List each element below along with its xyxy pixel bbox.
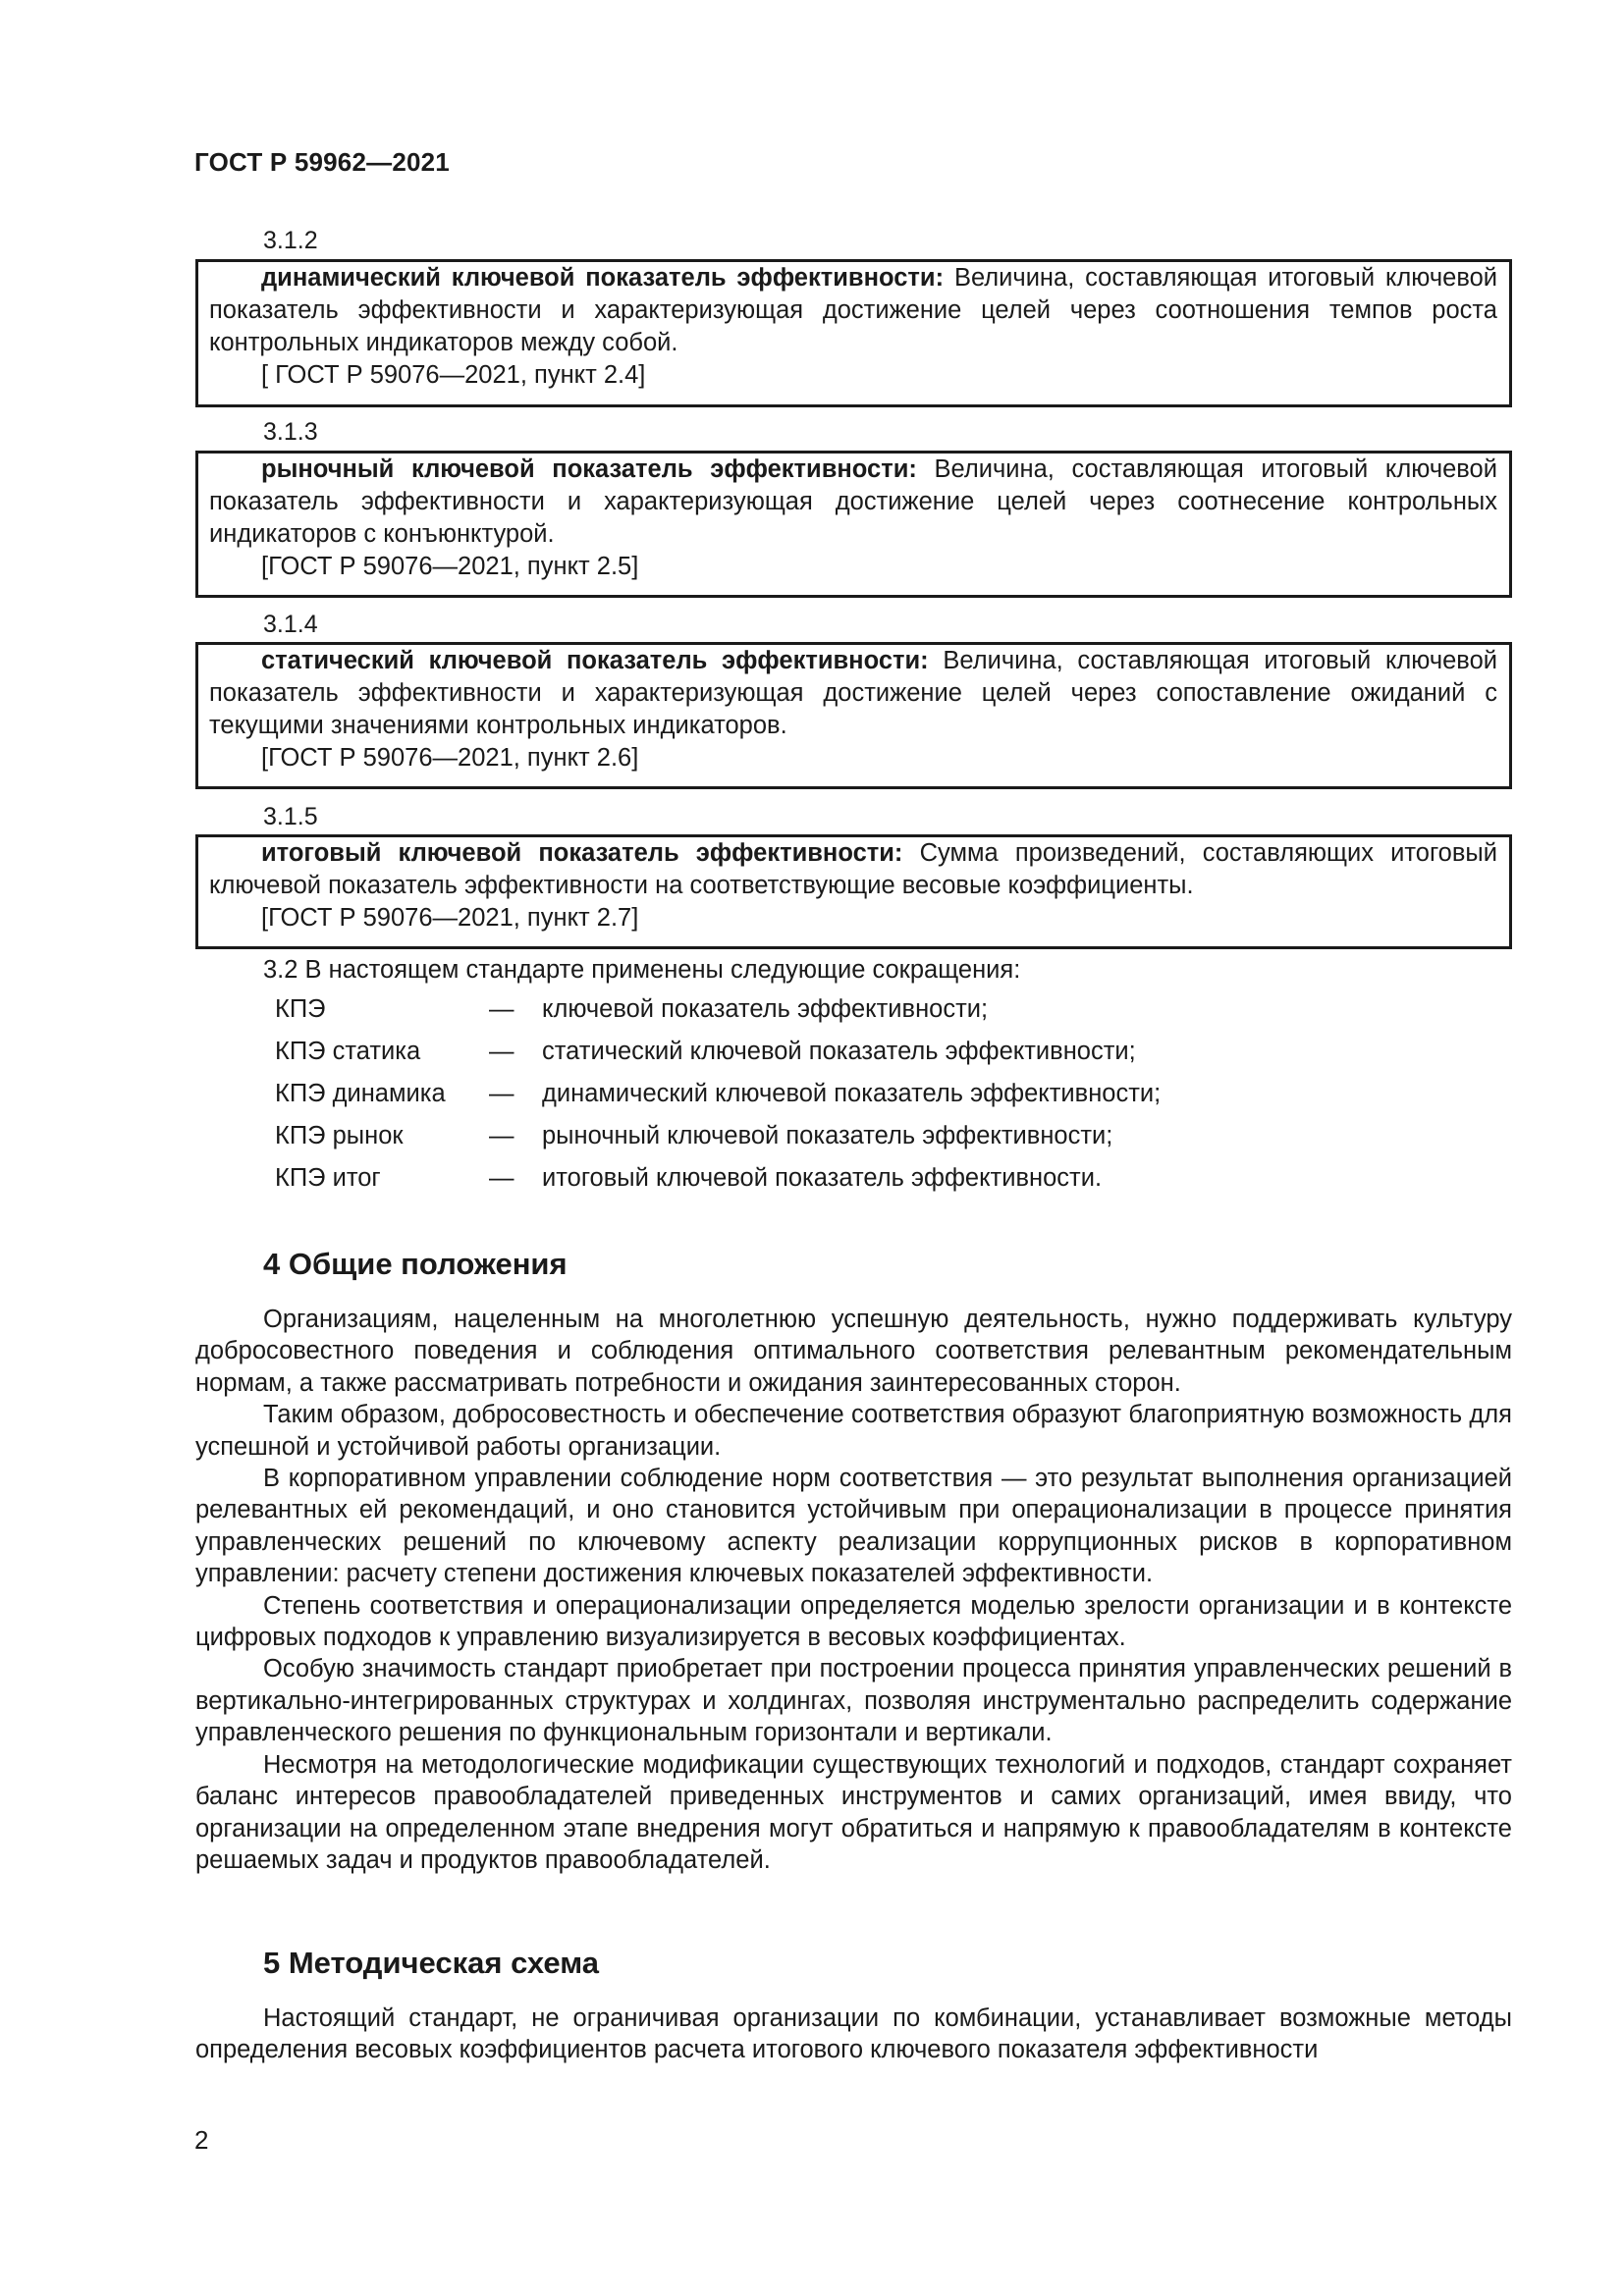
term-source: [ГОСТ Р 59076—2021, пункт 2.7]	[261, 904, 639, 932]
abbreviations-intro: 3.2 В настоящем стандарте применены следующие сокращения:	[263, 956, 1021, 984]
term-definition	[209, 454, 1497, 551]
abbreviation-dash: —	[489, 1080, 514, 1107]
term-number: 3.1.5	[263, 803, 318, 830]
document-code-header: ГОСТ Р 59962—2021	[194, 147, 450, 177]
term-source: [ ГОСТ Р 59076—2021, пункт 2.4]	[261, 361, 646, 389]
abbreviation-meaning: статический ключевой показатель эффективности;	[542, 1038, 1136, 1065]
paragraph: В корпоративном управлении соблюдение норм соответствия — это результат выполнения организацией релевантных ей рекомендаций, и оно становится устойчивым при операционализации в процессе принятия управленческих решений по ключевому аспекту реализации коррупционных рисков в корпоративном управлении: расчету степени достижения ключевых показателей эффективности.	[195, 1465, 1512, 1588]
abbreviation-dash: —	[489, 1164, 514, 1192]
abbreviation-meaning: ключевой показатель эффективности;	[542, 995, 989, 1023]
term-text: Сумма произведений, составляющих итоговый ключевой показатель эффективности на соответствующие весовые коэффициенты.	[209, 839, 1497, 899]
abbreviation-row	[275, 1037, 1161, 1079]
term-definition	[209, 645, 1497, 742]
abbreviation-row	[275, 1121, 1161, 1163]
term-definition-box	[195, 834, 1512, 949]
abbreviations-table	[275, 994, 1161, 1205]
abbreviation-row	[275, 1163, 1161, 1205]
paragraph: Особую значимость стандарт приобретает при построении процесса принятия управленческих решений в вертикально-интегрированных структурах и холдингах, позволяя инструментально распределить содержание управленческого решения по функциональным горизонтали и вертикали.	[195, 1655, 1512, 1747]
section-heading: 5 Методическая схема	[263, 1946, 599, 1980]
term-text: Величина, составляющая итоговый ключевой показатель эффективности и характеризующая достижение целей через сопоставление ожиданий с текущими значениями контрольных индикаторов.	[209, 647, 1497, 739]
abbreviation-dash: —	[489, 1038, 514, 1065]
term-number: 3.1.3	[263, 418, 318, 446]
abbreviation-meaning: итоговый ключевой показатель эффективности.	[542, 1164, 1103, 1192]
page-number: 2	[194, 2125, 209, 2155]
abbreviation: КПЭ итог	[275, 1164, 381, 1192]
term-number: 3.1.4	[263, 611, 318, 638]
abbreviation-meaning: рыночный ключевой показатель эффективности;	[542, 1122, 1113, 1149]
abbreviation-dash: —	[489, 995, 514, 1023]
paragraph: Несмотря на методологические модификации существующих технологий и подходов, стандарт сохраняет баланс интересов правообладателей приведенных инструментов и самих организаций, имея ввиду, что организации на определенном этапе внедрения могут обратиться и напрямую к правообладателям в контексте решаемых задач и продуктов правообладателей.	[195, 1750, 1512, 1874]
term-title: итоговый ключевой показатель эффективности:	[261, 839, 903, 867]
term-title: статический ключевой показатель эффективности:	[261, 647, 929, 674]
section-body	[195, 2002, 1512, 2066]
paragraph: Организациям, нацеленным на многолетнюю успешную деятельность, нужно поддерживать культуру добросовестного поведения и соблюдения оптимального соответствия релевантным рекомендательным нормам, а также рассматривать потребности и ожидания заинтересованных сторон.	[195, 1306, 1512, 1397]
abbreviation-dash: —	[489, 1122, 514, 1149]
abbreviation-meaning: динамический ключевой показатель эффективности;	[542, 1080, 1162, 1107]
abbreviation-row	[275, 1079, 1161, 1121]
term-source: [ГОСТ Р 59076—2021, пункт 2.5]	[261, 553, 639, 580]
term-definition-box	[195, 259, 1512, 407]
abbreviation: КПЭ динамика	[275, 1080, 446, 1107]
abbreviation-row	[275, 994, 1161, 1037]
term-title: рыночный ключевой показатель эффективности:	[261, 455, 917, 483]
term-text: Величина, составляющая итоговый ключевой показатель эффективности и характеризующая достижение целей через соотношения темпов роста контрольных индикаторов между собой.	[209, 264, 1498, 356]
abbreviation: КПЭ рынок	[275, 1122, 404, 1149]
term-definition-box	[195, 642, 1512, 789]
section-body	[195, 1304, 1512, 1876]
term-title: динамический ключевой показатель эффективности:	[261, 264, 945, 292]
paragraph: Таким образом, добросовестность и обеспечение соответствия образуют благоприятную возможность для успешной и устойчивой работы организации.	[195, 1401, 1512, 1461]
term-number: 3.1.2	[263, 227, 318, 254]
term-definition	[209, 837, 1497, 902]
paragraph: Настоящий стандарт, не ограничивая организации по комбинации, устанавливает возможные методы определения весовых коэффициентов расчета итогового ключевого показателя эффективности	[195, 2004, 1512, 2064]
paragraph: Степень соответствия и операционализации определяется моделью зрелости организации и в контексте цифровых подходов к управлению визуализируется в весовых коэффициентах.	[195, 1591, 1512, 1652]
abbreviation: КПЭ статика	[275, 1038, 421, 1065]
term-source: [ГОСТ Р 59076—2021, пункт 2.6]	[261, 744, 639, 772]
section-heading: 4 Общие положения	[263, 1247, 568, 1281]
term-definition-box	[195, 451, 1512, 598]
abbreviation: КПЭ	[275, 995, 326, 1023]
term-text: Величина, составляющая итоговый ключевой показатель эффективности и характеризующая достижение целей через соотнесение контрольных индикаторов с конъюнктурой.	[209, 455, 1497, 548]
term-definition	[209, 262, 1497, 359]
